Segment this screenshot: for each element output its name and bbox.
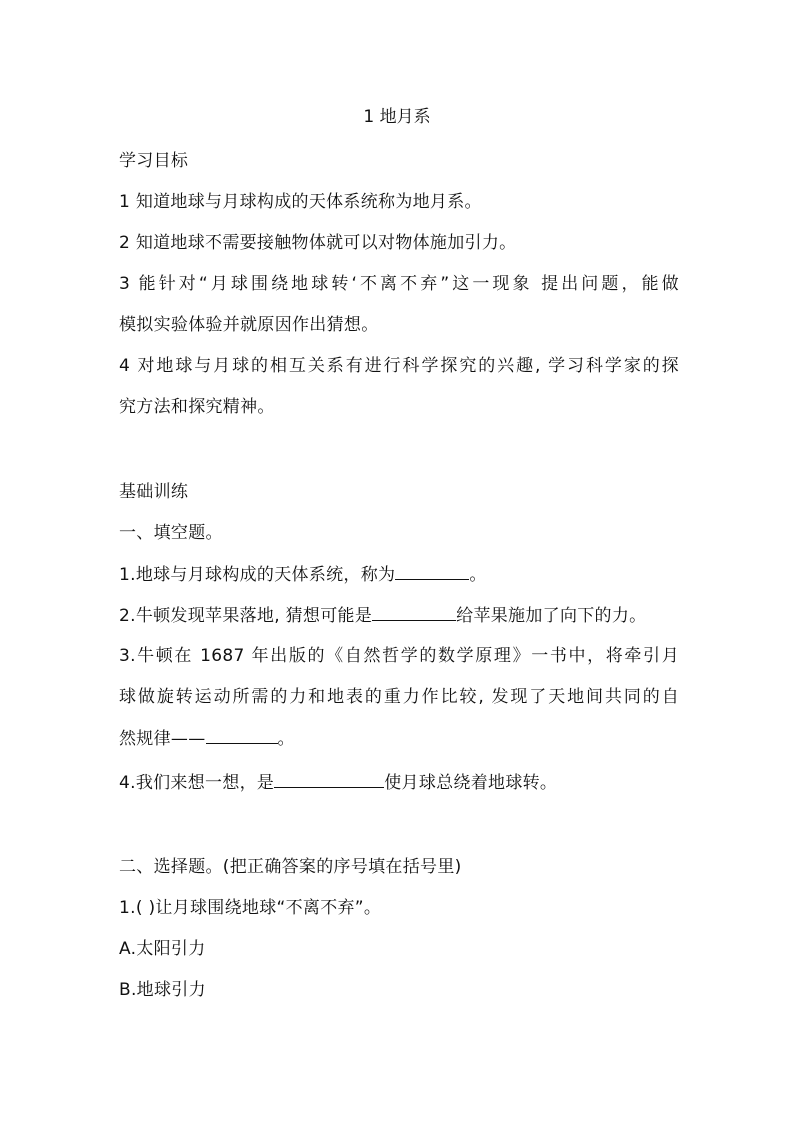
fill-question-3-text: 然规律—— (119, 729, 206, 749)
training-heading: 基础训练 (119, 482, 189, 502)
choice-option-a: A.太阳引力 (119, 939, 206, 959)
fill-question-3-line-1: 3.牛顿在 1687 年出版的《自然哲学的数学原理》一书中，将牵引月 (119, 646, 679, 666)
objective-item-1: 1 知道地球与月球构成的天体系统称为地月系。 (119, 192, 482, 212)
fill-question-1 (119, 563, 487, 586)
page-title: 1 地月系 (363, 107, 431, 127)
objectives-heading: 学习目标 (119, 151, 189, 171)
choice-section-heading: 二、选择题。(把正确答案的序号填在括号里) (119, 857, 462, 877)
fill-question-1-text: 1.地球与月球构成的天体系统，称为 (119, 565, 396, 585)
fill-question-3-line-3 (119, 727, 295, 750)
fill-question-3-end: 。 (277, 729, 295, 749)
fill-question-4-end: 使月球总绕着地球转。 (384, 773, 558, 793)
fill-section-heading: 一、填空题。 (119, 523, 223, 543)
fill-question-2 (119, 604, 646, 627)
fill-blank-1[interactable] (395, 563, 469, 580)
fill-question-2-text: 2.牛顿发现苹果落地, 猜想可能是 (119, 606, 373, 626)
objective-item-4: 4 对地球与月球的相互关系有进行科学探究的兴趣, 学习科学家的探 (119, 356, 679, 376)
fill-question-4 (119, 771, 557, 794)
fill-blank-2[interactable] (372, 604, 456, 621)
fill-question-3-line-2: 球做旋转运动所需的力和地表的重力作比较, 发现了天地间共同的自 (119, 687, 679, 707)
fill-question-2-end: 给苹果施加了向下的力。 (456, 606, 647, 626)
objective-item-2: 2 知道地球不需要接触物体就可以对物体施加引力。 (119, 233, 517, 253)
objective-item-3-cont: 模拟实验体验并就原因作出猜想。 (119, 315, 379, 335)
fill-question-1-end: 。 (469, 565, 487, 585)
choice-question-1-stem: 1.( )让月球围绕地球“不离不弃”。 (119, 898, 382, 918)
fill-question-4-text: 4.我们来想一想，是 (119, 773, 275, 793)
objective-item-4-cont: 究方法和探究精神。 (119, 397, 275, 417)
fill-blank-3[interactable] (206, 727, 278, 744)
objective-item-3: 3 能针对“月球围绕地球转‘不离不弃”这一现象 提出问题，能做 (119, 274, 679, 294)
choice-option-b: B.地球引力 (119, 980, 206, 1000)
fill-blank-4[interactable] (274, 771, 384, 788)
